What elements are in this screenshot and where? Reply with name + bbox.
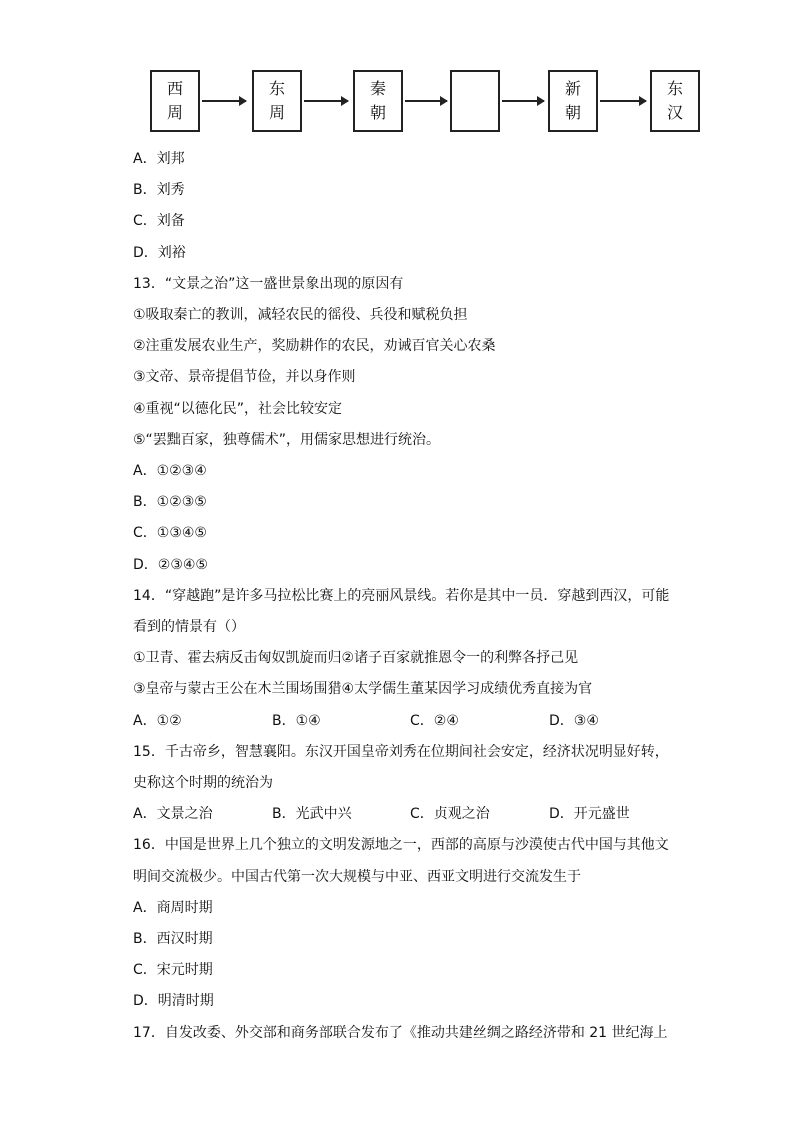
q15-option-c: C．贞观之治	[410, 806, 490, 822]
q13-option-b: B．①②③⑤	[133, 494, 207, 510]
timeline-box-eastern-han	[650, 70, 700, 132]
timeline-box-qin	[353, 70, 403, 132]
timeline-box-blank	[450, 70, 500, 132]
q13-item: ③文帝、景帝提倡节俭，并以身作则	[133, 369, 356, 385]
timeline-box-xin	[548, 70, 598, 132]
q14-option-c: C．②④	[410, 713, 459, 729]
q13-item: ①吸取秦亡的教训，减轻农民的徭役、兵役和赋税负担	[133, 307, 468, 323]
timeline-box-text: 东	[268, 79, 285, 98]
timeline-arrow	[600, 100, 646, 102]
q16-stem: 16．中国是世界上几个独立的文明发源地之一，西部的高原与沙漠使古代中国与其他文	[133, 837, 669, 853]
q14-items: ①卫青、霍去病反击匈奴凯旋而归②诸子百家就推恩令一的利弊各抒己见	[133, 650, 579, 666]
q16-stem-continued: 明间交流极少。中国古代第一次大规模与中亚、西亚文明进行交流发生于	[133, 869, 581, 885]
timeline-box-text: 朝	[564, 103, 581, 122]
timeline-box-text: 东	[666, 79, 683, 98]
timeline-arrow	[405, 100, 447, 102]
q13-option-c: C．①③④⑤	[133, 525, 207, 541]
timeline-box-text: 秦	[369, 79, 386, 98]
q12-option-a: A．刘邦	[133, 151, 185, 167]
q12-option-c: C．刘备	[133, 213, 185, 229]
timeline-box-text: 西	[166, 79, 183, 98]
q16-option-b: B．西汉时期	[133, 931, 213, 947]
timeline-box-text: 新	[564, 79, 581, 98]
q13-stem: 13．“文景之治”这一盛世景象出现的原因有	[133, 276, 404, 292]
q13-item: ④重视“以德化民”，社会比较安定	[133, 401, 343, 417]
q15-option-d: D．开元盛世	[549, 806, 630, 822]
timeline-box-western-zhou	[150, 70, 200, 132]
q13-option-d: D．②③④⑤	[133, 557, 208, 573]
timeline-arrow	[202, 100, 246, 102]
q14-items: ③皇帝与蒙古王公在木兰围场围猎④太学儒生董某因学习成绩优秀直接为官	[133, 681, 593, 697]
timeline-box-text: 周	[166, 103, 183, 122]
timeline-arrow	[502, 100, 544, 102]
timeline-arrow	[304, 100, 348, 102]
q12-option-d: D．刘裕	[133, 245, 186, 261]
q12-option-b: B．刘秀	[133, 182, 185, 198]
q15-stem: 15．千古帝乡，智慧襄阳。东汉开国皇帝刘秀在位期间社会安定，经济状况明显好转，	[133, 744, 669, 760]
q13-item: ⑤“罢黜百家，独尊儒术”，用儒家思想进行统治。	[133, 432, 441, 448]
q15-option-a: A．文景之治	[133, 806, 213, 822]
q15-option-b: B．光武中兴	[272, 806, 352, 822]
q14-option-a: A．①②	[133, 713, 182, 729]
q14-option-d: D．③④	[549, 713, 599, 729]
timeline-box-eastern-zhou	[252, 70, 302, 132]
timeline-box-text: 周	[268, 103, 285, 122]
q13-option-a: A．①②③④	[133, 463, 207, 479]
q16-option-c: C．宋元时期	[133, 962, 213, 978]
q13-item: ②注重发展农业生产，奖励耕作的农民，劝诫百官关心农桑	[133, 338, 496, 354]
q17-stem: 17．自发改委、外交部和商务部联合发布了《推动共建丝绸之路经济带和 21 世纪海上	[133, 1025, 668, 1041]
q14-stem-continued: 看到的情景有（）	[133, 619, 245, 635]
timeline-box-text: 朝	[369, 103, 386, 122]
q15-stem-continued: 史称这个时期的统治为	[133, 775, 273, 791]
dynasty-timeline-diagram	[150, 70, 700, 136]
q16-option-d: D．明清时期	[133, 993, 214, 1009]
q14-stem: 14．“穿越跑”是许多马拉松比赛上的亮丽风景线。若你是其中一员．穿越到西汉，可能	[133, 588, 670, 604]
timeline-box-text: 汉	[666, 103, 683, 122]
q16-option-a: A．商周时期	[133, 900, 213, 916]
q14-option-b: B．①④	[272, 713, 321, 729]
